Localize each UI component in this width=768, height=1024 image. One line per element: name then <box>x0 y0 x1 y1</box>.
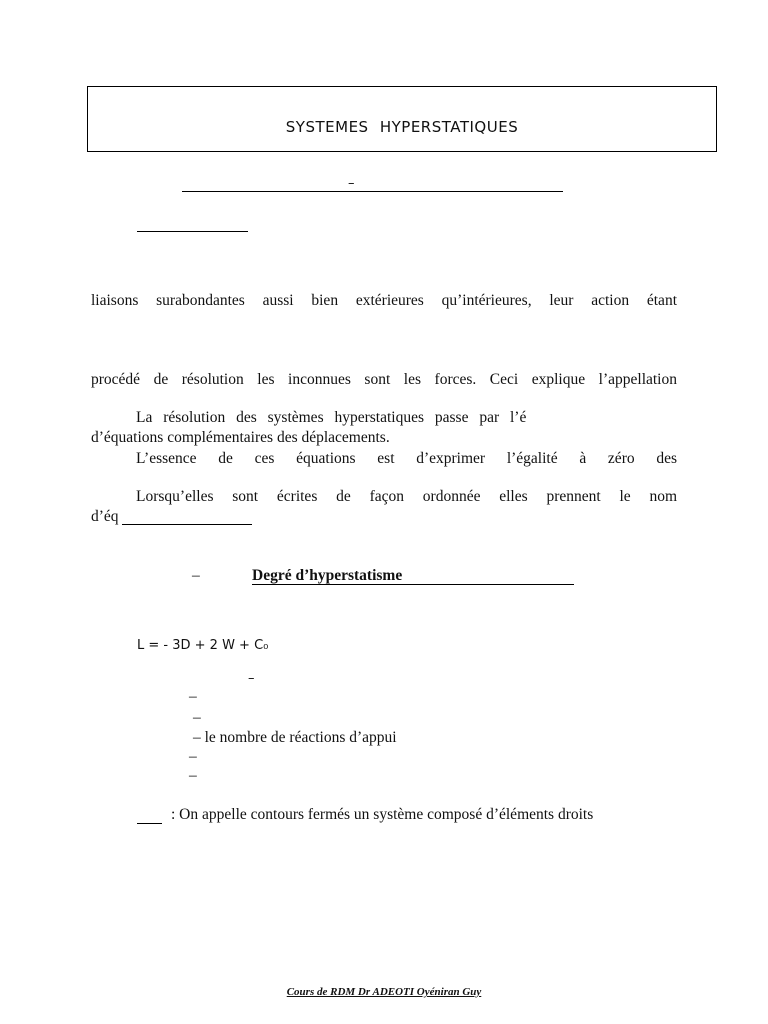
formula: L = - 3D + 2 W + C₀ <box>137 638 269 653</box>
note-text: : On appelle contours fermés un système composé d’éléments droits <box>171 806 594 823</box>
blank-underline <box>122 524 252 525</box>
legend-dash: – <box>189 767 197 784</box>
page-footer: Cours de RDM Dr ADEOTI Oyéniran Guy <box>286 986 482 998</box>
title-box <box>87 86 717 152</box>
paragraph-line: d’éq <box>91 508 119 525</box>
paragraph-line: d’équations complémentaires des déplacements. <box>91 429 390 446</box>
subtitle-rule <box>182 191 563 192</box>
section-dash: – <box>192 567 200 584</box>
note-underline <box>137 823 162 824</box>
paragraph-line: Lorsqu’elles sont écrites de façon ordonnée elles prennent le nom <box>136 488 677 505</box>
legend-item: – le nombre de réactions d’appui <box>193 729 397 746</box>
subtitle-dash: – <box>348 176 355 191</box>
legend-dash: – <box>189 688 197 705</box>
paragraph-line: procédé de résolution les inconnues sont les forces. Ceci explique l’appellation <box>91 371 677 388</box>
legend-dash: – <box>248 671 255 686</box>
legend-dash: – <box>189 748 197 765</box>
section-heading: Degré d’hyperstatisme <box>252 567 403 584</box>
heading-underline <box>137 231 248 232</box>
paragraph-line: L’essence de ces équations est d’exprimer l’égalité à zéro des <box>136 450 677 467</box>
paragraph-line: La résolution des systèmes hyperstatiques passe par l’é <box>136 409 527 426</box>
paragraph-line: liaisons surabondantes aussi bien extérieures qu’intérieures, leur action étant <box>91 292 677 309</box>
section-heading-underline <box>252 584 574 585</box>
legend-dash: – <box>193 709 201 726</box>
document-title: SYSTEMES HYPERSTATIQUES <box>285 118 519 136</box>
